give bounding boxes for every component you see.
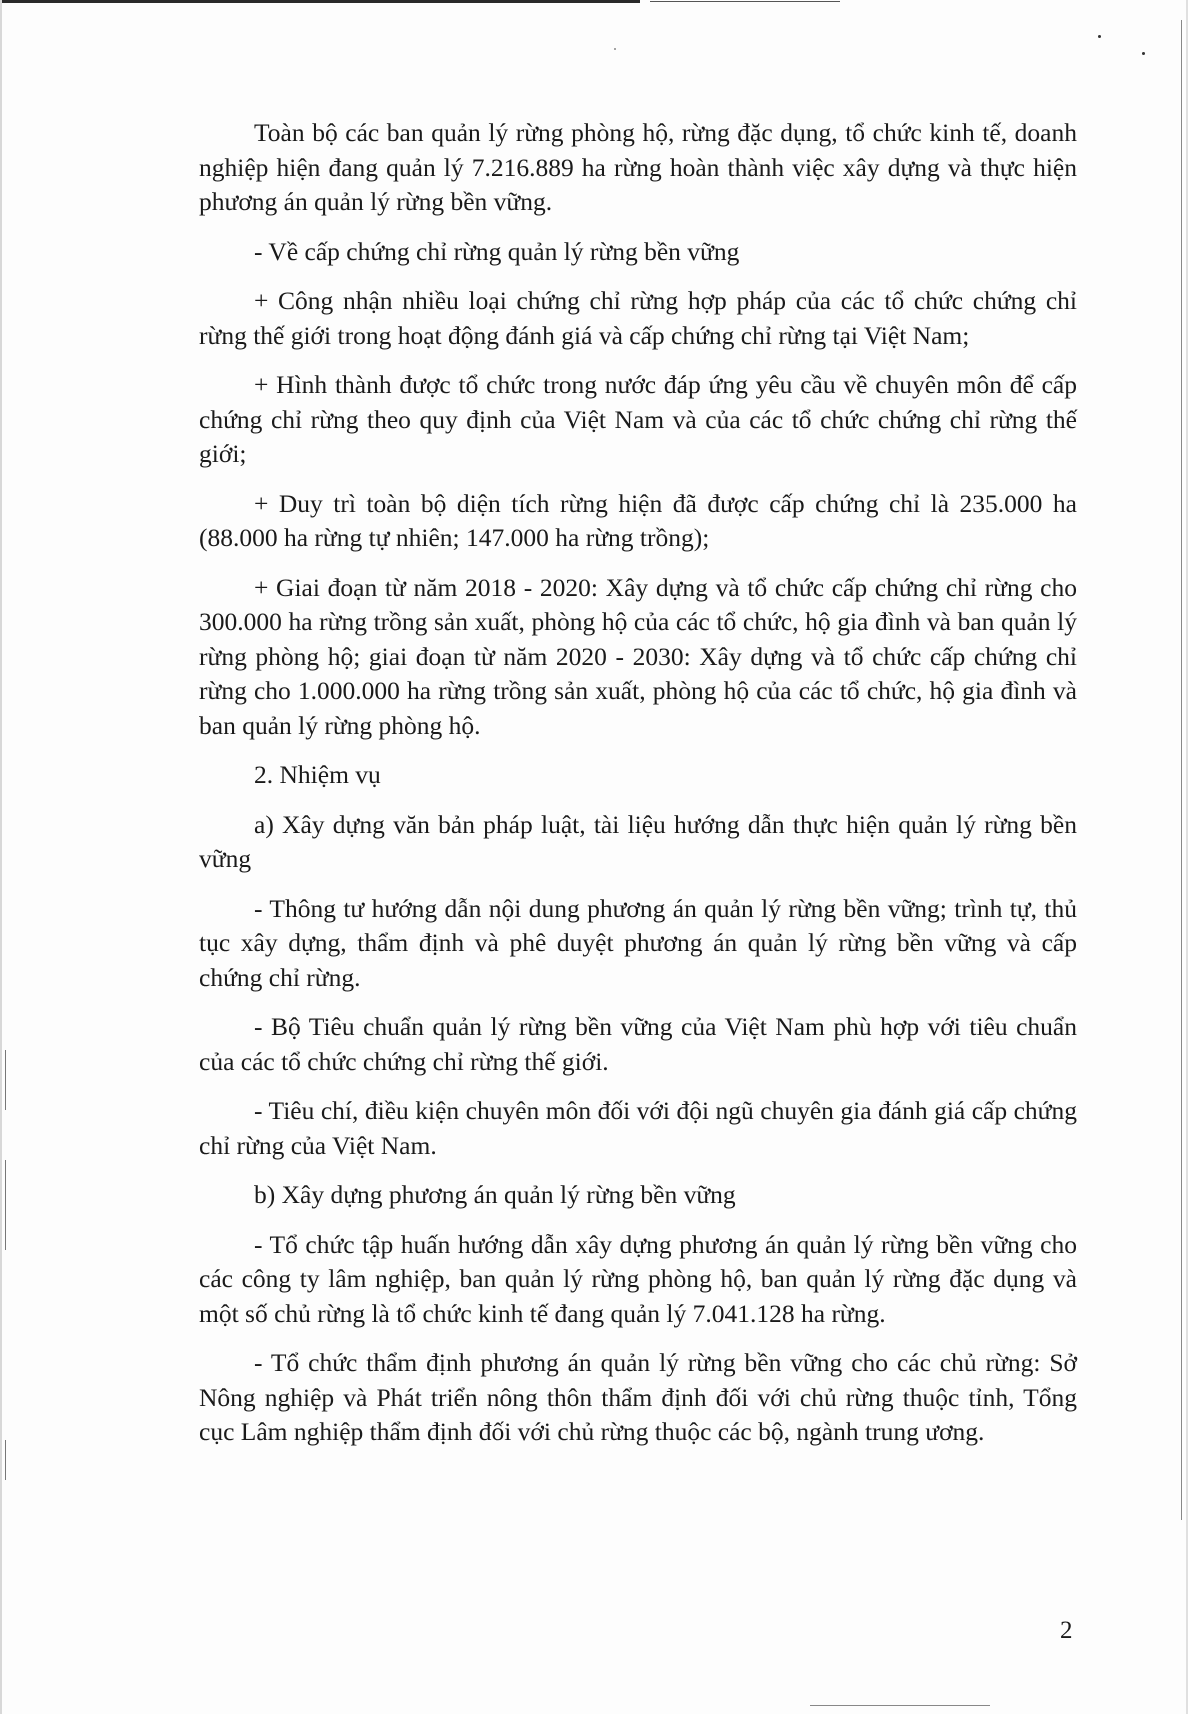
paragraph-certification-heading: - Về cấp chứng chỉ rừng quản lý rừng bền vững	[254, 236, 740, 266]
scan-margin-mark	[5, 1440, 6, 1480]
document-body	[199, 116, 1077, 1465]
page-number: 2	[1060, 1617, 1073, 1644]
scan-margin-mark	[5, 1050, 6, 1110]
scan-speck	[1142, 52, 1145, 55]
paragraph-standards-set: - Bộ Tiêu chuẩn quản lý rừng bền vững của Việt Nam phù hợp với tiêu chuẩn của các tổ chức chứng chỉ rừng thế giới.	[199, 1012, 1077, 1076]
paragraph-forest-owners-plan: Toàn bộ các ban quản lý rừng phòng hộ, rừng đặc dụng, tổ chức kinh tế, doanh nghiệp hiện đang quản lý 7.216.889 ha rừng hoàn thành việc xây dựng và thực hiện phương án quản lý rừng bền vững.	[199, 118, 1077, 216]
paragraph-maintain-certified-area: + Duy trì toàn bộ diện tích rừng hiện đã được cấp chứng chỉ là 235.000 ha (88.000 ha rừng tự nhiên; 147.000 ha rừng trồng);	[199, 488, 1077, 552]
scan-edge-left	[0, 0, 2, 1714]
scan-edge-top-thin	[650, 1, 840, 2]
subsection-heading-legal-documents: a) Xây dựng văn bản pháp luật, tài liệu hướng dẫn thực hiện quản lý rừng bền vững	[199, 809, 1077, 873]
scan-edge-bottom	[810, 1705, 990, 1706]
paragraph-plan-appraisal: - Tổ chức thẩm định phương án quản lý rừng bền vững cho các chủ rừng: Sở Nông nghiệp và Phát triển nông thôn thẩm định đối với chủ rừng thuộc tỉnh, Tổng cục Lâm nghiệp thẩm định đối với chủ rừng thuộc các bộ, ngành trung ương.	[199, 1348, 1077, 1446]
paragraph-training: - Tổ chức tập huấn hướng dẫn xây dựng phương án quản lý rừng bền vững cho các công ty lâm nghiệp, ban quản lý rừng phòng hộ, ban quản lý rừng đặc dụng và một số chủ rừng là tổ chức kinh tế đang quản lý 7.041.128 ha rừng.	[199, 1229, 1077, 1328]
paragraph-circular-guidance: - Thông tư hướng dẫn nội dung phương án quản lý rừng bền vững; trình tự, thủ tục xây dựng, thẩm định và phê duyệt phương án quản lý rừng bền vững và cấp chứng chỉ rừng.	[199, 893, 1077, 992]
scan-speck	[614, 48, 616, 50]
subsection-heading-management-plan: b) Xây dựng phương án quản lý rừng bền vững	[254, 1180, 736, 1209]
scan-margin-mark-right	[1181, 20, 1182, 1520]
section-heading-tasks: 2. Nhiệm vụ	[254, 760, 381, 789]
paragraph-expert-criteria: - Tiêu chí, điều kiện chuyên môn đối với đội ngũ chuyên gia đánh giá cấp chứng chỉ rừng của Việt Nam.	[199, 1096, 1077, 1160]
paragraph-certification-phases: + Giai đoạn từ năm 2018 - 2020: Xây dựng và tổ chức cấp chứng chỉ rừng cho 300.000 ha rừng trồng sản xuất, phòng hộ của các tổ chức, hộ gia đình và ban quản lý rừng phòng hộ; giai đoạn từ năm 2020 - 2030: Xây dựng và tổ chức cấp chứng chỉ rừng cho 1.000.000 ha rừng trồng sản xuất, phòng hộ của các tổ chức, hộ gia đình và ban quản lý rừng phòng hộ.	[199, 572, 1077, 740]
scan-edge-top	[0, 0, 640, 3]
scan-margin-mark	[5, 1160, 6, 1250]
paragraph-domestic-organization: + Hình thành được tổ chức trong nước đáp ứng yêu cầu về chuyên môn để cấp chứng chỉ rừng theo quy định của Việt Nam và của các tổ chức chứng chỉ rừng thế giới;	[199, 370, 1077, 468]
paragraph-recognize-certificates: + Công nhận nhiều loại chứng chỉ rừng hợp pháp của các tổ chức chứng chỉ rừng thế giới trong hoạt động đánh giá và cấp chứng chỉ rừng tại Việt Nam;	[199, 286, 1077, 350]
scan-speck	[1098, 35, 1101, 38]
